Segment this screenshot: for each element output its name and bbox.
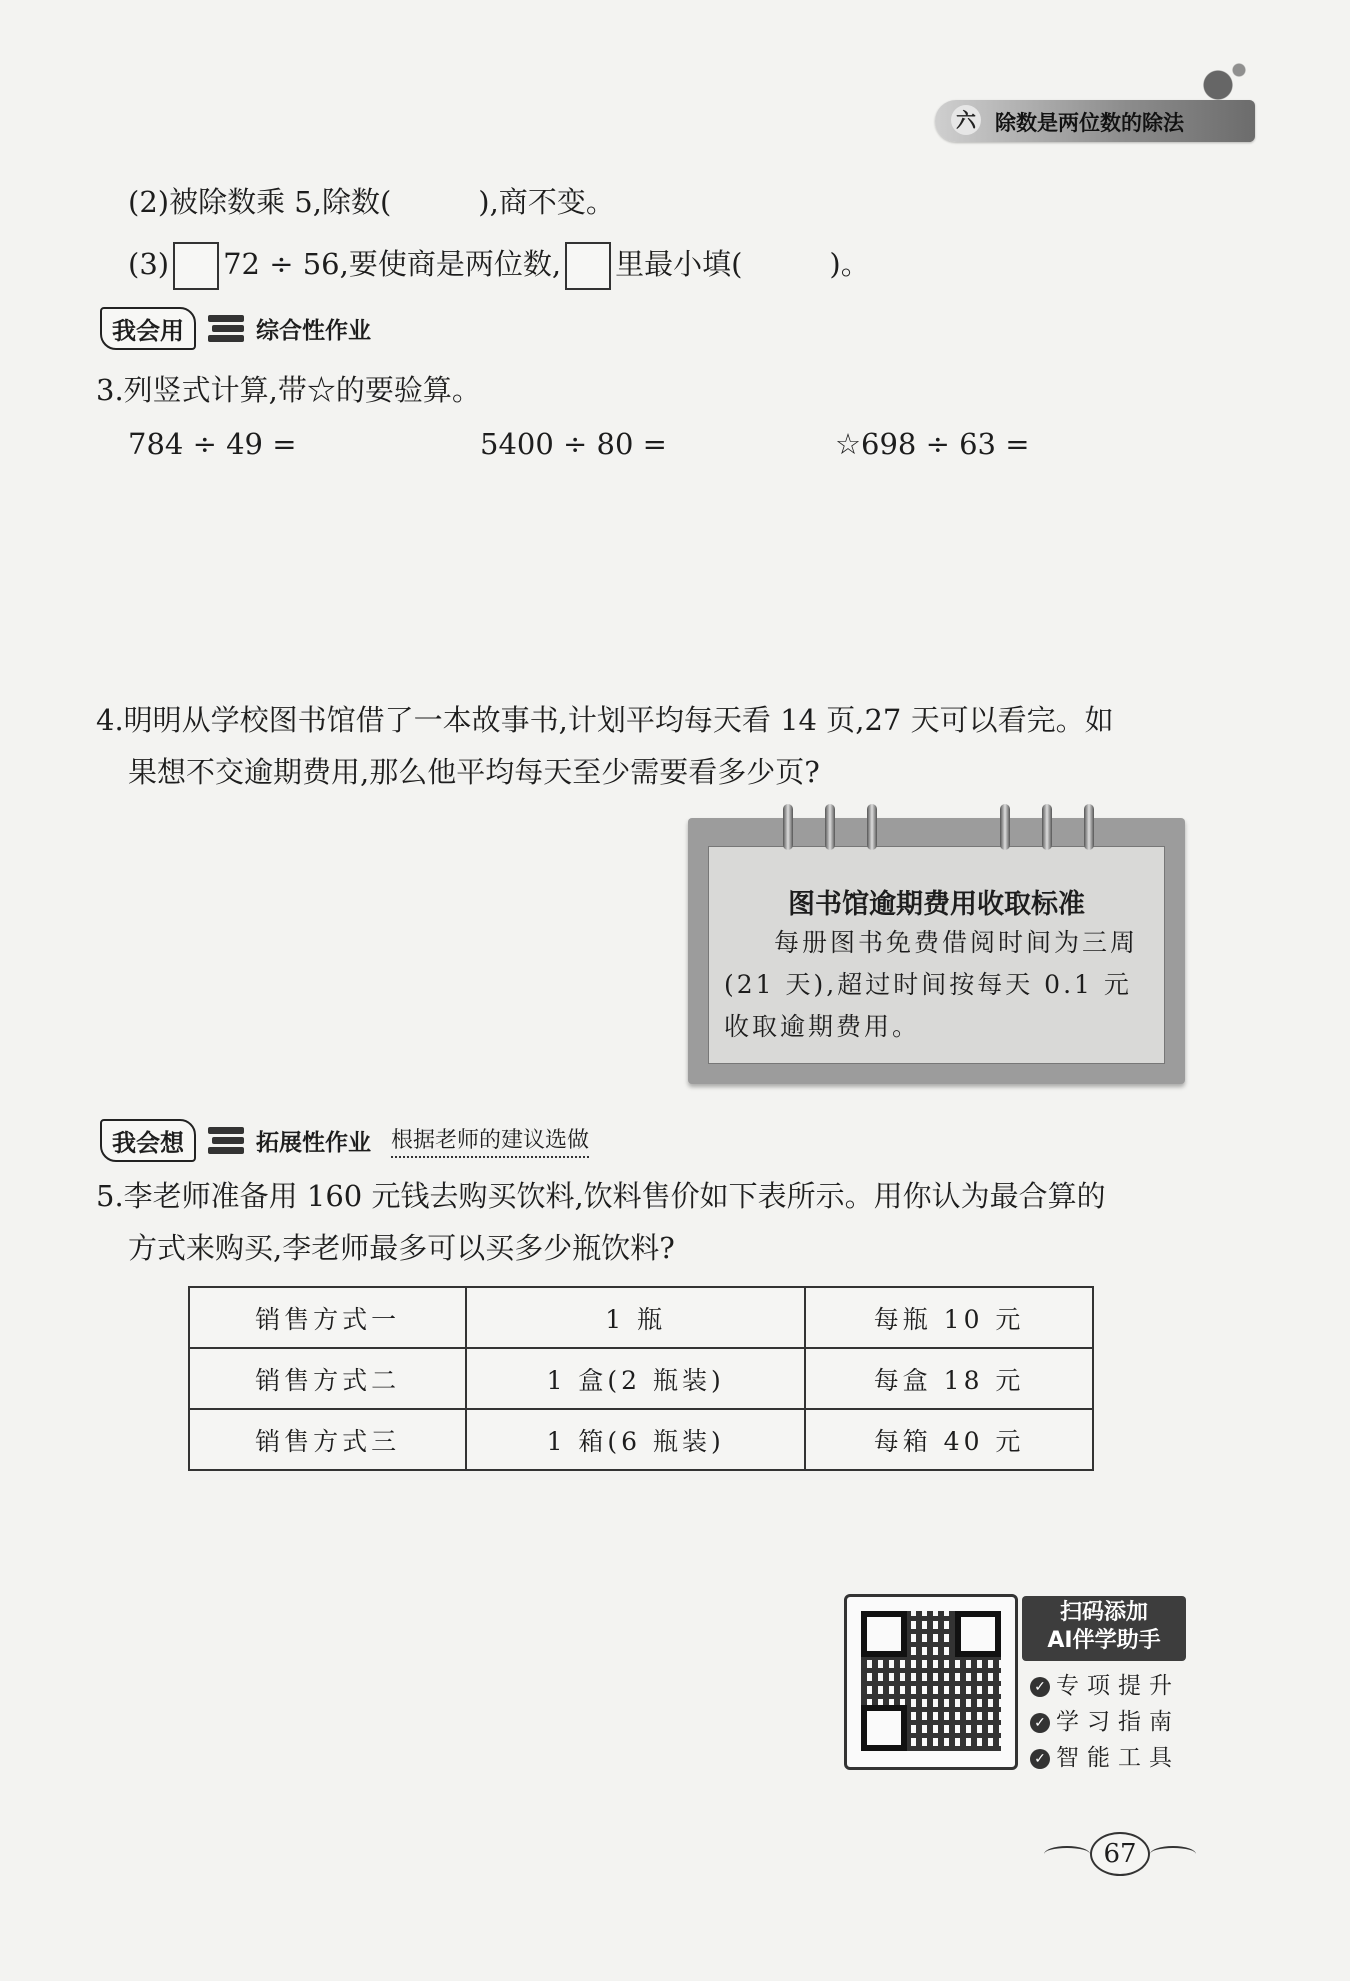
qr-code-frame[interactable] — [844, 1594, 1018, 1770]
binder-ring-icon — [825, 804, 835, 850]
chapter-number: 六 — [951, 105, 981, 135]
chapter-banner — [935, 100, 1255, 142]
books-icon — [204, 311, 248, 345]
section-tag: 我会想 — [100, 1119, 196, 1162]
q3-prompt: 3.列竖式计算,带☆的要验算。 — [96, 373, 481, 407]
q2-sub3-middle: 72 ÷ 56,要使商是两位数, — [223, 247, 562, 281]
table-cell: 销售方式三 — [189, 1409, 466, 1470]
table-cell: 1 箱(6 瓶装) — [466, 1409, 805, 1470]
section-header-apply — [100, 306, 371, 350]
badge-line-2: AI伴学助手 — [1047, 1628, 1161, 1653]
binder-ring-icon — [1000, 804, 1010, 850]
page-number: 67 — [1090, 1832, 1150, 1876]
binder-ring-icon — [867, 804, 877, 850]
q2-sub3-prefix: (3) — [128, 247, 170, 281]
q3-item-2: 5400 ÷ 80 = — [480, 427, 667, 461]
chapter-title: 除数是两位数的除法 — [995, 111, 1184, 135]
table-cell: 销售方式一 — [189, 1287, 466, 1348]
table-cell: 1 瓶 — [466, 1287, 805, 1348]
qr-feature-item: ✓ 智能工具 — [1030, 1740, 1180, 1776]
binder-ring-icon — [1084, 804, 1094, 850]
q5-line-2: 方式来购买,李老师最多可以买多少瓶饮料? — [128, 1231, 675, 1265]
table-cell: 销售方式二 — [189, 1348, 466, 1409]
binder-ring-icon — [1042, 804, 1052, 850]
table-row — [189, 1287, 1093, 1348]
section-tag: 我会用 — [100, 307, 196, 350]
price-table — [188, 1286, 1094, 1471]
section-header-think — [100, 1118, 589, 1162]
q3-item-3: ☆698 ÷ 63 = — [835, 427, 1030, 461]
section-note: 根据老师的建议选做 — [391, 1123, 589, 1158]
qr-feature-list — [1030, 1668, 1180, 1776]
q4-line-1: 4.明明从学校图书馆借了一本故事书,计划平均每天看 14 页,27 天可以看完。如 — [96, 703, 1114, 737]
blank-box[interactable] — [565, 242, 611, 290]
table-cell: 每盒 18 元 — [805, 1348, 1093, 1409]
ornament-left-icon — [1044, 1846, 1090, 1862]
q5-line-1: 5.李老师准备用 160 元钱去购买饮料,饮料售价如下表所示。用你认为最合算的 — [96, 1179, 1106, 1213]
table-row — [189, 1348, 1093, 1409]
qr-feature-item: ✓ 专项提升 — [1030, 1668, 1180, 1704]
overdue-fee-notice — [688, 818, 1185, 1084]
section-label: 拓展性作业 — [256, 1129, 371, 1156]
blank-box[interactable] — [173, 242, 219, 290]
q4-line-2: 果想不交逾期费用,那么他平均每天至少需要看多少页? — [128, 755, 820, 789]
table-cell: 1 盒(2 瓶装) — [466, 1348, 805, 1409]
books-icon — [204, 1123, 248, 1157]
qr-feature-item: ✓ 学习指南 — [1030, 1704, 1180, 1740]
notice-title: 图书馆逾期费用收取标准 — [788, 889, 1085, 920]
ai-assistant-badge — [1022, 1596, 1186, 1661]
q2-sub3 — [128, 242, 870, 290]
table-cell: 每箱 40 元 — [805, 1409, 1093, 1470]
ornament-right-icon — [1150, 1846, 1196, 1862]
notice-text: 每册图书免费借阅时间为三周(21 天),超过时间按每天 0.1 元收取逾期费用。 — [724, 928, 1139, 1041]
q3-item-1: 784 ÷ 49 = — [128, 427, 297, 461]
section-label: 综合性作业 — [256, 317, 371, 344]
ink-splash-decoration — [1190, 55, 1260, 105]
table-cell: 每瓶 10 元 — [805, 1287, 1093, 1348]
binder-ring-icon — [783, 804, 793, 850]
q2-sub2: (2)被除数乘 5,除数( ),商不变。 — [128, 185, 615, 219]
q2-sub3-suffix: 里最小填( )。 — [615, 247, 870, 281]
badge-line-1: 扫码添加 — [1059, 1600, 1148, 1625]
table-row — [189, 1409, 1093, 1470]
